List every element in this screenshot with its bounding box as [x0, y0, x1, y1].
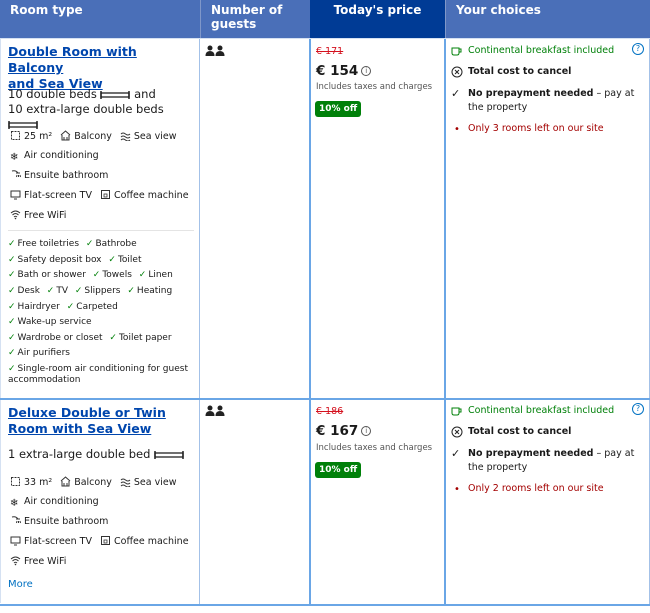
header-room-type: Room type [10, 3, 83, 17]
check-icon: ✓ [109, 333, 117, 343]
amenity-label: TV [56, 286, 68, 296]
facility-size [10, 476, 52, 489]
facility-row [10, 555, 196, 568]
amenity-label: Free toiletries [17, 239, 80, 249]
facility-label: Coffee machine [114, 536, 189, 547]
prepay-bold: No prepayment needed [468, 448, 594, 459]
facility-balcony [60, 476, 112, 489]
amenity [86, 239, 137, 250]
room-title-link[interactable] [8, 405, 194, 437]
amenity [47, 286, 68, 297]
bullet-icon: • [454, 484, 460, 495]
check-icon: ✓ [8, 333, 16, 343]
facility-label: Air conditioning [24, 496, 99, 507]
room-title-line: Room with Sea View [8, 421, 152, 436]
divider [8, 230, 194, 231]
check-icon: ✓ [85, 239, 94, 249]
amenity-label: Wardrobe or closet [17, 333, 103, 343]
facility-label: 25 m² [24, 131, 53, 142]
table-header [0, 0, 650, 38]
facility-row [10, 189, 196, 202]
amenity-row [8, 348, 198, 359]
taxes-note: Includes taxes and charges [316, 82, 433, 92]
coffee-machine-icon [100, 535, 111, 546]
shower-icon [10, 169, 21, 180]
prepay-rest: – pay at the property [468, 88, 635, 113]
amenity [8, 239, 79, 250]
facility-wifi [10, 209, 66, 222]
cancel-label: Total cost to cancel [468, 426, 572, 437]
amenity-label: Toilet [117, 255, 142, 265]
check-icon: ✓ [8, 317, 16, 327]
amenity-label: Single-room air conditioning for guest accommodation [8, 364, 188, 385]
row-border [0, 604, 650, 606]
amenity-label: Bathrobe [95, 239, 137, 249]
check-icon: ✓ [8, 255, 16, 265]
sea-view-icon [120, 130, 131, 141]
room-title-link[interactable] [8, 44, 194, 92]
discount-badge: 10% off [315, 101, 361, 117]
facility-label: Balcony [74, 477, 112, 488]
prepay-rest: – pay at the property [468, 448, 635, 473]
price-value: € 167 [316, 423, 359, 439]
question-icon[interactable]: ? [632, 403, 644, 415]
price-value: € 154 [316, 63, 359, 79]
facility-coffee [100, 189, 189, 202]
facility-sea-view [120, 476, 177, 489]
amenity [75, 286, 121, 297]
tv-icon [10, 535, 21, 546]
amenity-row [8, 317, 198, 328]
amenity [8, 317, 92, 328]
shower-icon [10, 515, 21, 526]
facility-row [10, 150, 196, 163]
amenity [8, 333, 103, 344]
room-title-line: Double Room with Balcony [8, 44, 137, 75]
column-border [0, 38, 1, 603]
facility-row [10, 535, 196, 548]
row-border [0, 398, 650, 400]
column-border [309, 38, 311, 605]
facility-label: Free WiFi [24, 556, 67, 567]
coffee-cup-icon [451, 45, 463, 57]
wifi-icon [10, 209, 21, 220]
cancel-clock-icon [451, 426, 463, 438]
facility-label: Coffee machine [114, 190, 189, 201]
check-icon: ✓ [127, 286, 135, 296]
header-choices: Your choices [445, 0, 650, 38]
facility-label: Sea view [133, 131, 177, 142]
facility-ensuite [10, 169, 108, 182]
two-person-icon [205, 45, 227, 57]
amenity [109, 333, 171, 344]
amenity [8, 348, 70, 359]
bed-text: 10 double beds [8, 87, 97, 101]
prepay-bold: No prepayment needed [468, 88, 594, 99]
amenity-label: Carpeted [76, 302, 118, 312]
facility-label: Sea view [133, 477, 177, 488]
amenity-row [8, 302, 198, 313]
current-price [316, 423, 371, 439]
bed-join: and [134, 87, 156, 101]
facility-ensuite [10, 515, 108, 528]
cancel-clock-icon [451, 66, 463, 78]
rooms-left-label: Only 3 rooms left on our site [468, 123, 604, 134]
double-bed-icon [8, 120, 38, 130]
facility-size [10, 130, 52, 143]
header-guests: Number of guests [200, 0, 310, 38]
amenity-row [8, 270, 198, 281]
amenity [93, 270, 132, 281]
facility-row [10, 476, 196, 489]
check-icon: ✓ [8, 270, 16, 280]
bullet-icon: • [454, 124, 460, 135]
double-bed-icon [154, 450, 184, 460]
amenity [8, 255, 102, 266]
column-border [444, 38, 446, 605]
coffee-machine-icon [100, 189, 111, 200]
rooms-left-label: Only 2 rooms left on our site [468, 483, 604, 494]
balcony-icon [60, 476, 71, 487]
facility-row [10, 169, 196, 182]
bed-text: 10 extra-large double beds [8, 102, 164, 116]
amenity-label: Linen [148, 270, 173, 280]
amenity-label: Toilet paper [118, 333, 172, 343]
question-icon[interactable]: ? [632, 43, 644, 55]
bed-text: 1 extra-large double bed [8, 447, 151, 461]
check-icon: ✓ [8, 302, 16, 312]
facility-row [10, 496, 196, 509]
bed-info [8, 87, 194, 132]
tv-icon [10, 189, 21, 200]
facility-label: Ensuite bathroom [24, 170, 109, 181]
facility-air-con [10, 496, 99, 509]
check-icon: ✓ [8, 239, 16, 249]
facility-label: 33 m² [24, 477, 53, 488]
two-person-icon [205, 405, 227, 417]
breakfast-label: Continental breakfast included [468, 45, 615, 56]
amenity-row [8, 239, 198, 250]
check-icon: ✓ [74, 286, 83, 296]
row-border [0, 38, 650, 39]
taxes-note: Includes taxes and charges [316, 443, 433, 453]
facility-label: Free WiFi [24, 210, 67, 221]
facility-label: Flat-screen TV [24, 536, 92, 547]
prepay-label [468, 447, 648, 475]
amenity [8, 286, 40, 297]
facility-coffee [100, 535, 189, 548]
amenity-label: Bath or shower [17, 270, 86, 280]
amenity-label: Safety deposit box [17, 255, 102, 265]
facility-label: Flat-screen TV [24, 190, 92, 201]
facility-row [10, 515, 196, 528]
original-price: € 186 [316, 406, 344, 417]
amenity-label: Towels [102, 270, 132, 280]
amenity [139, 270, 173, 281]
column-border [199, 38, 200, 605]
prepay-label [468, 87, 648, 115]
snowflake-icon: ❄ [10, 152, 19, 163]
amenity [67, 302, 118, 313]
amenity [8, 270, 86, 281]
room-size-icon [10, 130, 21, 141]
amenity-row [8, 286, 198, 297]
check-icon: ✓ [8, 348, 16, 358]
facility-label: Balcony [74, 131, 112, 142]
amenity-label: Heating [136, 286, 173, 296]
check-icon: ✓ [8, 286, 16, 296]
amenity-label: Slippers [84, 286, 121, 296]
facility-tv [10, 535, 92, 548]
amenity-row [8, 364, 198, 386]
double-bed-icon [100, 90, 130, 100]
amenity [127, 286, 172, 297]
facility-wifi [10, 555, 66, 568]
amenity-row [8, 333, 198, 344]
header-price: Today's price [310, 0, 445, 38]
check-icon: ✓ [8, 364, 16, 374]
coffee-cup-icon [451, 405, 463, 417]
cancel-label: Total cost to cancel [468, 66, 572, 77]
amenity-label: Wake-up service [17, 317, 92, 327]
check-icon: ✓ [108, 255, 116, 265]
room-size-icon [10, 476, 21, 487]
check-icon: ✓ [46, 286, 55, 296]
amenity-label: Air purifiers [17, 348, 70, 358]
checkmark-icon: ✓ [451, 87, 461, 100]
check-icon: ✓ [92, 270, 101, 280]
balcony-icon [60, 130, 71, 141]
facility-sea-view [120, 130, 177, 143]
checkmark-icon: ✓ [451, 447, 461, 460]
facility-air-con [10, 150, 99, 163]
facility-label: Air conditioning [24, 150, 99, 161]
amenity-label: Desk [17, 286, 40, 296]
facility-tv [10, 189, 92, 202]
facility-label: Ensuite bathroom [24, 516, 109, 527]
info-icon[interactable]: i [361, 66, 371, 76]
sea-view-icon [120, 476, 131, 487]
breakfast-label: Continental breakfast included [468, 405, 615, 416]
check-icon: ✓ [66, 302, 75, 312]
snowflake-icon: ❄ [10, 498, 19, 509]
info-icon[interactable]: i [361, 426, 371, 436]
facility-balcony [60, 130, 112, 143]
amenity [108, 255, 141, 266]
facility-row [10, 130, 196, 143]
discount-badge: 10% off [315, 462, 361, 478]
amenity-row [8, 255, 198, 266]
check-icon: ✓ [138, 270, 147, 280]
original-price: € 171 [316, 46, 344, 57]
room-title-line: Deluxe Double or Twin [8, 405, 166, 420]
amenity-label: Hairdryer [17, 302, 60, 312]
wifi-icon [10, 555, 21, 566]
current-price [316, 63, 371, 79]
bed-info [8, 447, 194, 462]
amenity [8, 302, 60, 313]
facility-row [10, 209, 196, 222]
room-title-line: and Sea View [8, 76, 103, 91]
more-link[interactable]: More [8, 579, 33, 590]
